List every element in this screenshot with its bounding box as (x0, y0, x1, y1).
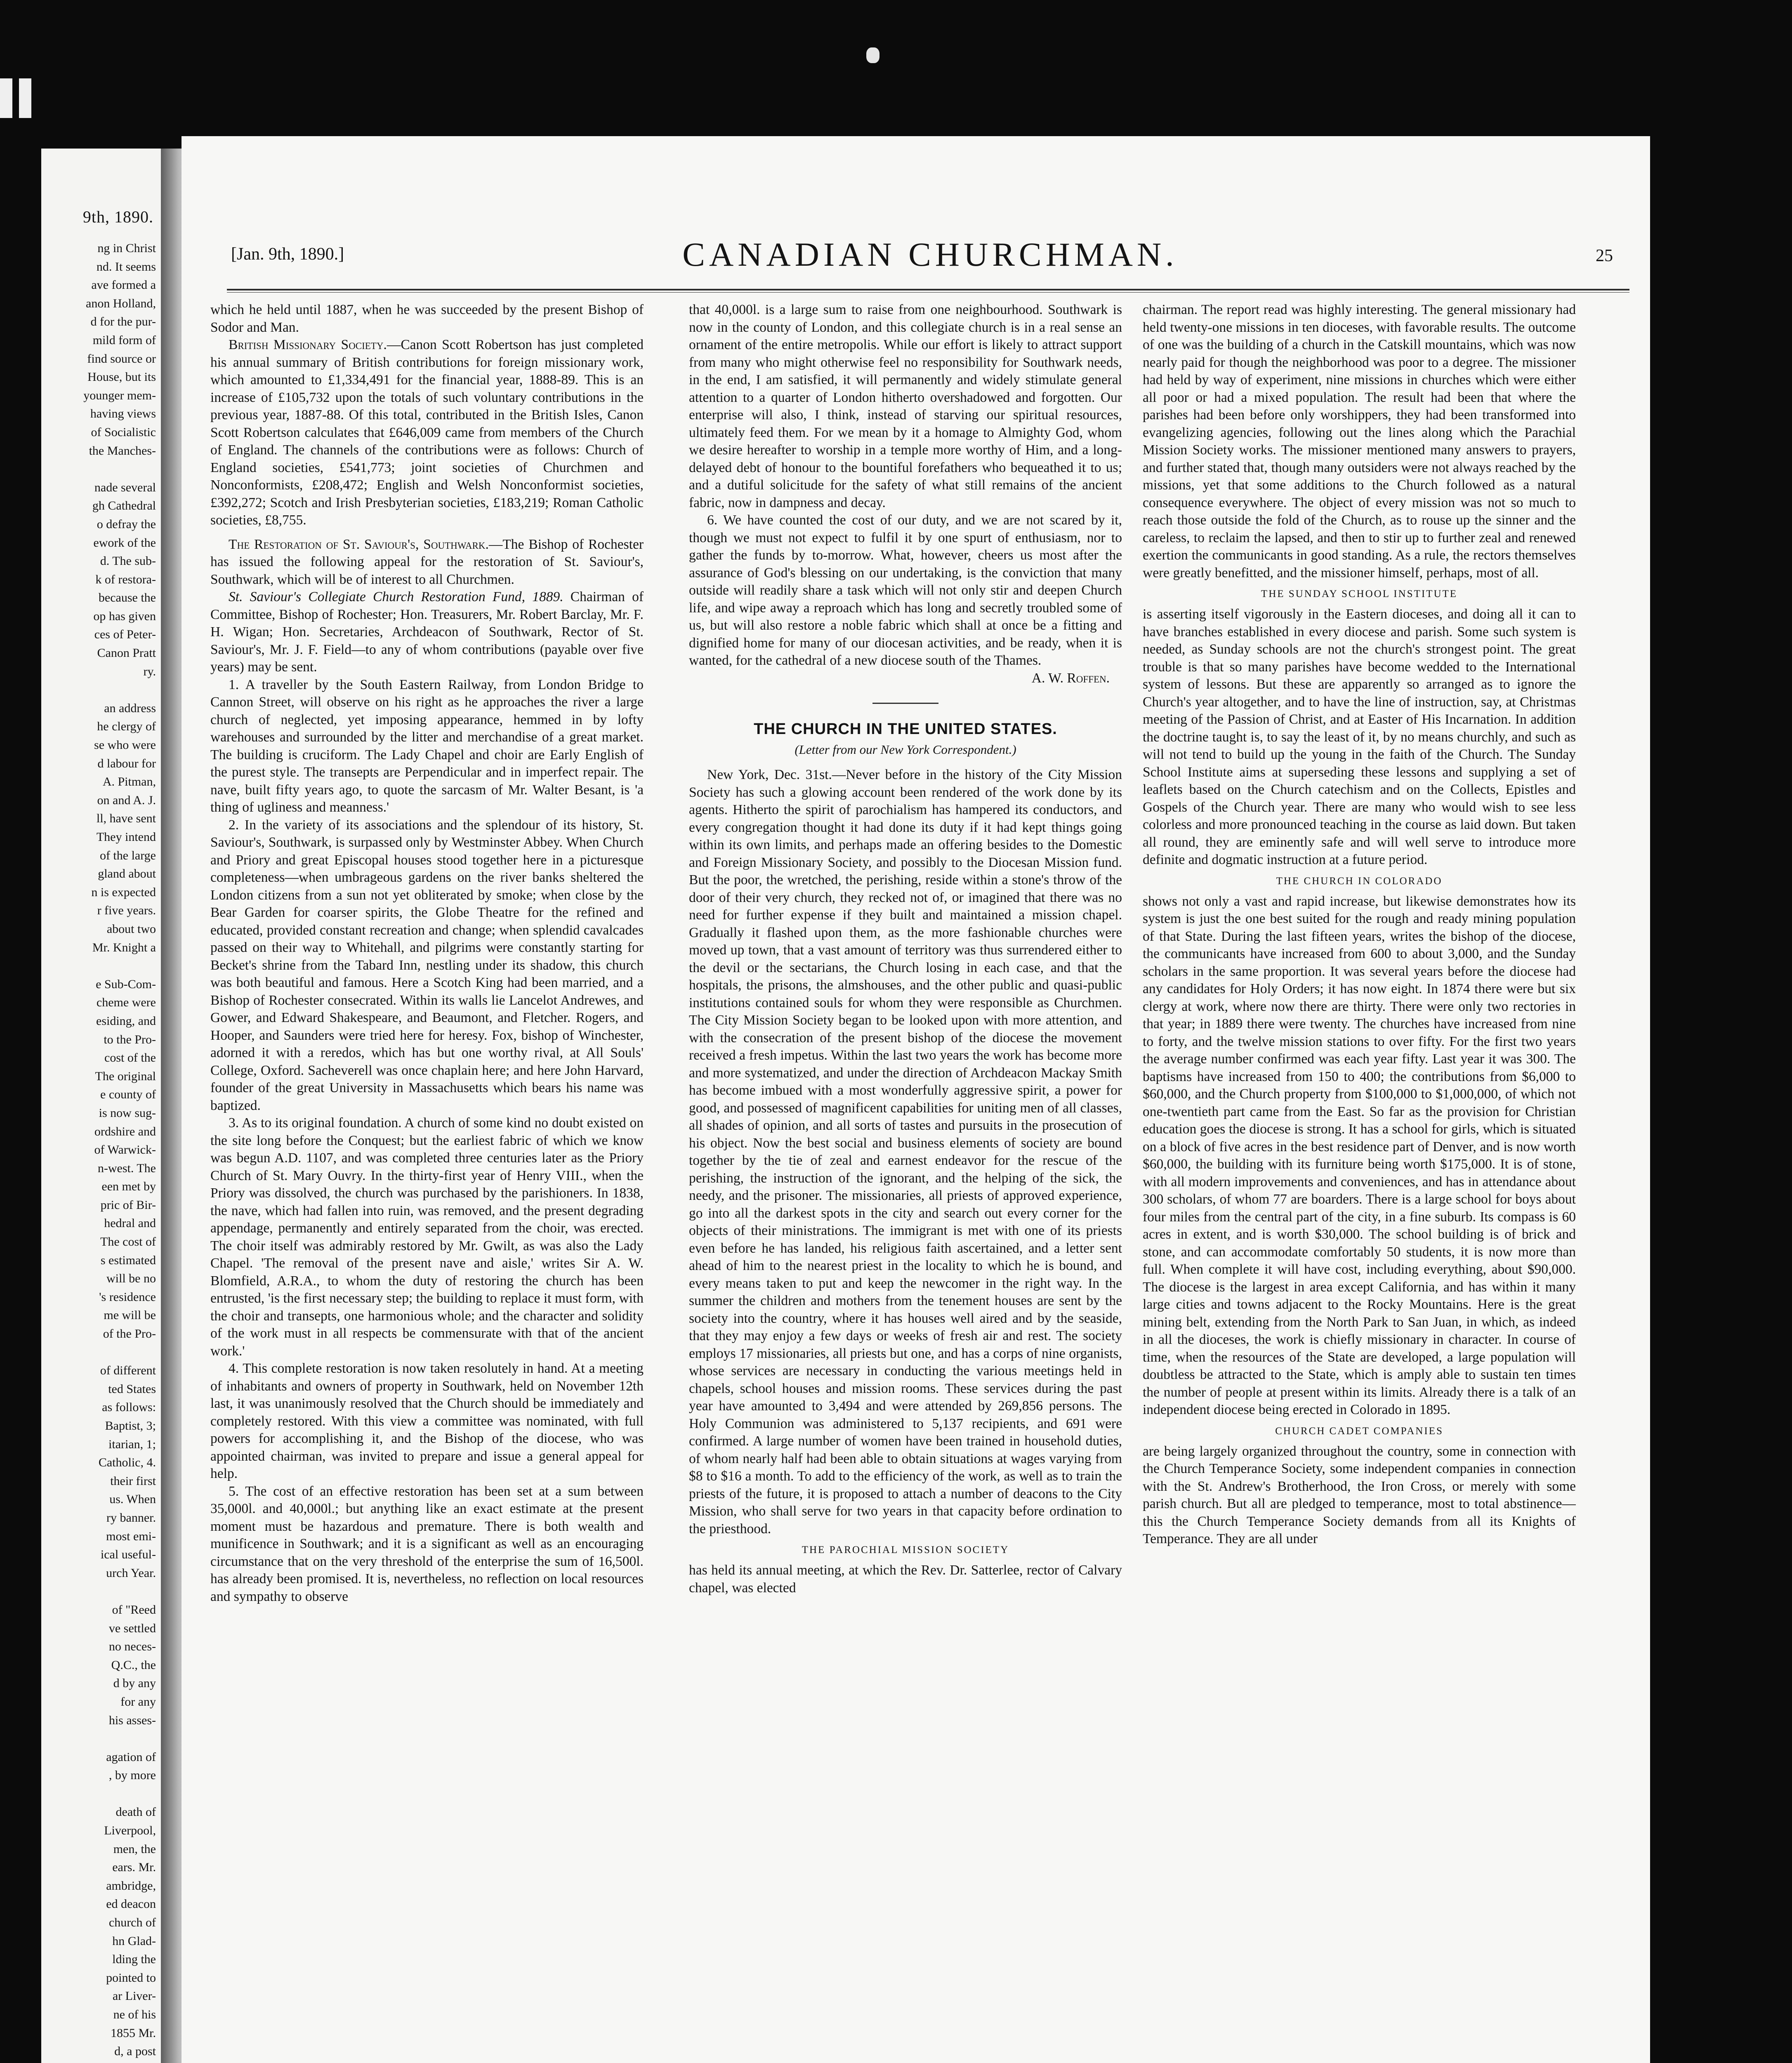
paragraph: 1. A traveller by the South Eastern Railway, from London Bridge to Cannon Street, will observe on his right as he approaches the river a large church of neglected, yet imposing appearance, hemmed in by lofty warehouses and surrounded by the litter and merchandise of a great market. The building is cruciform. The Lady Chapel and choir are Early English of the purest style. The transepts are Perpendicular and in imperfect repair. The nave, built fifty years ago, to quote the sarcasm of Mr. Walter Besant, is 'a thing of ugliness and meanness.' (210, 677, 644, 815)
header-rule-thin (227, 292, 1629, 293)
paragraph-body: —The Bishop of Rochester has issued the following appeal for the restoration of St. Saviour's, Southwark, which will be of interest to all Churchmen. (210, 536, 644, 587)
column-2 (689, 301, 1122, 2063)
paragraph (210, 588, 644, 676)
paragraph: 3. As to its original foundation. A church of some kind no doubt existed on the site long before the Conquest; but the earliest fabric of which we know was begun A.D. 1107, and was completed three centuries later as the Priory Church of St. Mary Ouvry. In the thirty-first year of Henry VIII., when the Priory was dissolved, the church was purchased by the parishioners. In 1838, the nave, which had fallen into ruin, was removed, and the present degrading appendage, permanently and entirely separated from the choir, was erected. The choir itself was admirably restored by Mr. Gwilt, as was also the Lady Chapel. 'The removal of the present nave and aisle,' writes Sir A. W. Blomfield, A.R.A., to whom the duty of restoring the church has been entrusted, 'is the first necessary step; the building to replace it must form, with the choir and transepts, one harmonious whole; and the character and solidity of the work must in all respects be commensurate with that of the ancient work.' (210, 1115, 644, 1359)
article-divider (872, 703, 938, 704)
previous-page-header: 9th, 1890. (83, 208, 153, 226)
section-heading: THE PAROCHIAL MISSION SOCIETY (802, 1544, 1009, 1556)
paragraph: that 40,000l. is a large sum to raise from one neighbourhood. Southwark is now in the county of London, and this collegiate church is in a real sense an ornament of the entire metropolis. While our effort is likely to attract support from many who might otherwise feel no responsibility for Southwark needs, in the end, I am satisfied, it will permanently and widely stimulate general attention to a quarter of London hitherto overshadowed and forgotten. Our enterprise will also, I think, instead of starving our spiritual resources, ultimately feed them. For we mean by it a homage to Almighty God, whom we desire hereafter to worship in a temple more worthy of Him, and a long-delayed debt of honour to the bountiful forefathers who bequeathed it to us; and a dutiful solicitude for the safety of what still remains of the ancient fabric, now in dampness and decay. (689, 302, 1122, 510)
page-number: 25 (1596, 246, 1613, 265)
film-sprocket-mark (19, 78, 31, 118)
section-heading: THE CHURCH IN COLORADO (1276, 875, 1443, 887)
previous-page-text: ng in Christ nd. It seems ave formed a anon Holland, d for the pur- mild form of find source or House, but its younger mem- having views of Socialistic the Manches- nade several gh Cathedral o defray the ework of the d. The sub- k of restora- because the op has given ces of Peter- Canon Pratt ry. an address he clergy of se who were d labour for A. Pitman, on and A. J. ll, have sent They intend of the large gland about n is expected r five years. about two Mr. Knight a e Sub-Com- cheme were esiding, and to the Pro- cost of the The original e county of is now sug- ordshire and of Warwick- n-west. The een met by pric of Bir- hedral and The cost of s estimated will be no 's residence me will be of the Pro- of different ted States as follows: Baptist, 3; itarian, 1; Catholic, 4. their first us. When ry banner. most emi- ical useful- urch Year. of "Reed ve settled no neces- Q.C., the d by any for any his asses- agation of , by more death of Liverpool, men, the ears. Mr. ambridge, ed deacon church of hn Glad- lding the pointed to ar Liver- ne of his 1855 Mr. d, a post (83, 241, 156, 2058)
paragraph: 6. We have counted the cost of our duty, and we are not scared by it, though we must not expect to fulfil it by one spurt of enthusiasm, nor to gather the funds by to-morrow. What, however, cheers us most after the assurance of God's blessing on our undertaking, is the conviction that many outside will readily share a task which will not only stir and deepen Church life, and wipe away a reproach which has long and secretly troubled some of us, but will also restore a noble fabric which shall at once be a fitting and dignified home for many of our diocesan activities, and be ready, when it is wanted, for the cathedral of a new diocese south of the Thames. (689, 512, 1122, 668)
paragraph: 2. In the variety of its associations and the splendour of its history, St. Saviour's, Southwark, is surpassed only by Westminster Abbey. When Church and Priory and great Episcopal houses stood together here in a picturesque completeness—when umbrageous gardens on the river banks sheltered the London citizens from a sun not yet obliterated by smoke; when close by the Bear Garden for coarser spirits, the Globe Theatre for the refined and educated, provided constant recreation and change; when splendid cavalcades passed on their way to Whitehall, and pilgrims were constantly starting for Becket's shrine from the Tabard Inn, nestling under its shadow, this church was both beautiful and famous. Here a Scotch King had been married, and a Bishop of Rochester consecrated. Within its walls lie Lancelot Andrewes, and Gower, and Edward Shakespeare, and Beaumont, and Fletcher. Rogers, and Hooper, and Saunders were tried here for heresy. Fox, bishop of Winchester, adorned it with a reredos, which has but one worthy rival, at All Souls' College, Oxford. Sacheverell was once chaplain here; and here John Harvard, founder of the great University in Massachusetts which bears his name was baptized. (210, 817, 644, 1113)
article-heading: THE CHURCH IN THE UNITED STATES. (754, 720, 1057, 738)
fund-title: St. Saviour's Collegiate Church Restoration Fund, 1889. (229, 589, 564, 604)
newspaper-page (182, 136, 1650, 2063)
column-1 (210, 301, 644, 2063)
dust-speck (866, 47, 879, 63)
paragraph: New York, Dec. 31st.—Never before in the history of the City Mission Society has such a glowing account been rendered of the work done by its agents. Hitherto the spirit of parochialism has hampered its conductors, and every congregation thought it had done its duty if it had kept things going within its own limits, and perhaps made an offering besides to the Domestic and Foreign Missionary Society, and possibly to the Diocesan Mission fund. But the poor, the wretched, the perishing, reside within a stone's throw of the door of their very church, they recked not of, or imagined that there was no need for further expense if they built and maintained a mission chapel. Gradually it flashed upon them, as the more fashionable churches were moved up town, that a vast amount of territory was thus surrendered either to the devil or the sectarians, the Church losing in each case, and that the hospitals, the prisons, the almshouses, and the other public and quasi-public institutions contained souls for whom they were responsible as Churchmen. The City Mission Society began to be looked upon with more attention, and with the consecration of the present bishop of the diocese the movement received a fresh impetus. Within the last two years the work has become more and more systematized, and under the direction of Archdeacon Mackay Smith has become imbued with a most wonderfully aggressive spirit, a power for good, and possessed of magnificent capabilities for uniting men of all classes, all shades of opinion, and all sorts of tastes and pursuits in the prosecution of his object. Now the best social and business elements of society are bound together by the tie of zeal and earnest endeavor for the rescue of the perishing, the instruction of the ignorant, and the helping of the sick, the needy, and the prisoner. The missionaries, all priests of approved experience, go into all the darkest spots in the city and search out every corner for the objects of their ministrations. The immigrant is met with one of its priests even before he has landed, his religious faith ascertained, and a letter sent ahead of him to the nearest priest in the locality to which he is bound, and every means taken to put and keep the newcomer in the right way. In the summer the children and mothers from the tenement houses are sent by the society into the country, where it has houses well aired and by the seaside, that they may enjoy a few days or weeks of fresh air and rest. The society employs 17 missionaries, all priests but one, and has a corps of nine organists, whose services are necessary in conducting the various meetings held in chapels, school houses and mission rooms. These services during the past year have amounted to 3,494 and were attended by 269,856 persons. The Holy Communion was administered to 5,137 recipients, and 691 were confirmed. A large number of women have been trained in household duties, of whom nearly half had been able to obtain situations at wages varying from $8 to $16 a month. To add to the efficiency of the work, as well as to train the priests of the future, it is proposed to attach a number of deacons to the City Mission, who shall serve for two years in that capacity before ordination to the priesthood. (689, 767, 1122, 1537)
paragraph: chairman. The report read was highly interesting. The general missionary had held twenty-one missions in ten dioceses, with favorable results. The outcome of one was the building of a church in the Catskill mountains, which was now nearly paid for though the neighborhood was poor to a degree. The missioner had held by way of experiment, nine missions in churches which were either all poor or had a mixed population. The result had been that where the parishes had been before only worshippers, they had been transformed into evangelizing agencies, following out the lines along which the Parachial Mission Society works. The missioner mentioned many answers to prayers, and further stated that, though many outsiders were not always reached by the missions, yet that some additions to the Church followed as a natural consequence everywhere. The object of every mission was not so much to reach those outside the fold of the Church, as to rouse up the sinner and the careless, to reclaim the lapsed, and then to stir up to further zeal and renewed exertion the communicants in good standing. As a rule, the rectors themselves were greatly benefitted, and the missioner himself, perhaps, most of all. (1143, 302, 1576, 581)
column-3 (1143, 301, 1576, 2063)
section-heading: CHURCH CADET COMPANIES (1275, 1425, 1443, 1437)
section-heading: THE SUNDAY SCHOOL INSTITUTE (1261, 588, 1458, 600)
paragraph: shows not only a vast and rapid increase, but likewise demonstrates how its system is just the one best suited for the rough and ready mining population of that State. During the last fifteen years, writes the bishop of the diocese, the communicants have increased from 600 to about 3,000, and the Sunday scholars in the same proportion. It was several years before the diocese had any candidates for Holy Orders; it has now eight. In 1874 there were but six clergy at work, where now there are thirty. There were only two rectories in that year; in 1889 there were twenty. The churches have increased from nine to forty, and the twelve mission stations to over fifty. For the first two years the average number confirmed was each year fifty. Last year it was 300. The baptisms have increased from 150 to 400; the contributions from $6,000 to $60,000, and the Church property from $100,000 to $1,000,000, of which not one-twentieth part came from the East. So far as the provision for Christian education goes the diocese is strong. It has a school for girls, which is situated on a block of five acres in the best residence part of Denver, and is now worth $60,000, the building with its furniture being worth $175,000. It is of stone, with all modern improvements and conveniences, and has in attendance about 300 scholars, of whom 77 are boarders. There is a large school for boys about four miles from the central part of the city, in a fine suburb. Its compass is 60 acres in extent, and is worth $30,000. The school building is of brick and stone, and can accommodate comfortably 50 students, it is now more than full. When complete it will have cost, including everything, about $90,000. The diocese is the largest in area except California, and has within it many large cities and towns adjacent to the Rocky Mountains. Here is the great mining belt, extending from the North Park to San Juan, in which, as indeed in all the dioceses, the work is chiefly missionary in character. In course of time, when the resources of the State are developed, a large population will doubtless be attracted to the State, which is amply able to sustain ten times the number of people at present within its limits. Already there is a talk of an independent diocese being erected in Colorado in 1895. (1143, 893, 1576, 1417)
previous-page-fragment (41, 149, 169, 2063)
article-subheading: (Letter from our New York Correspondent.) (795, 742, 1016, 757)
section-title: British Missionary Society. (229, 337, 387, 352)
signature: A. W. Roffen. (1031, 670, 1110, 686)
paragraph: 4. This complete restoration is now taken resolutely in hand. At a meeting of inhabitants and owners of property in Southwark, held on November 12th last, it was unanimously resolved that the Church should be immediately and completely restored. With this view a committee was nominated, with full powers for accomplishing it, and the Bishop of the diocese, who was appointed chairman, was invited to prepare and issue a general appeal for help. (210, 1361, 644, 1481)
masthead-title: CANADIAN CHURCHMAN. (682, 236, 1178, 273)
paragraph: are being largely organized throughout the country, some in connection with the Church Temperance Society, some independent companies in connection with the St. Andrew's Brotherhood, the Iron Cross, or merely with some parish church. But all are pledged to temperance, most to total abstinence—this the Church Temperance Society demands from all its Knights of Temperance. They are all under (1143, 1443, 1576, 1546)
header-date: [Jan. 9th, 1890.] (231, 245, 344, 264)
paragraph-body: —Canon Scott Robertson has just completed his annual summary of British contributions for foreign missionary work, which amounted to £1,334,491 for the financial year, 1888-89. This is an increase of £105,732 upon the totals of such voluntary contributions in the previous year, 1887-88. Of this total, contributed in the British Isles, Canon Scott Robertson calculates that £646,009 came from members of the Church of England. The channels of the contributions were as follows: Church of England societies, £541,773; joint societies of Churchmen and Nonconformists, £208,472; English and Welsh Nonconformist societies, £392,272; Scotch and Irish Presbyterian societies, £183,219; Roman Catholic societies, £8,755. (210, 337, 644, 528)
paragraph (210, 536, 644, 589)
paragraph: 5. The cost of an effective restoration has been set at a sum between 35,000l. and 40,000l.; but anything like an exact estimate at the present moment must be hazardous and premature. There is both wealth and munificence in Southwark; and it is a significant as well as an encouraging circumstance that on the very threshold of the enterprise the sum of 16,500l. has already been promised. It is, nevertheless, no reflection on local resources and sympathy to observe (210, 1483, 644, 1604)
paragraph (210, 336, 644, 529)
section-title: The Restoration of St. Saviour's, Southwark. (229, 536, 489, 552)
paragraph: has held its annual meeting, at which the Rev. Dr. Satterlee, rector of Calvary chapel, was elected (689, 1563, 1122, 1596)
paragraph: is asserting itself vigorously in the Eastern dioceses, and doing all it can to have branches established in every diocese and parish. Some such system is needed, as Sunday schools are not the church's strongest point. The great trouble is that so many parishes have become wedded to the International system of lessons. But these are apparently so arranged as to ignore the Church's year altogether, and to have the line of instruction, say, at Christmas meeting of the Passion of Christ, and at Easter of His Incarnation. In addition the doctrine taught is, to say the least of it, by no means churchly, and such as will not tend to build up the young in the faith of the Church. The Sunday School Institute aims at superseding these lessons and supplying a set of leaflets based on the Church catechism and on the Collects, Epistles and Gospels of the Church year. There are many who would wish to see less colorless and more pronounced teaching in the course as laid down. But taken all round, they are eminently safe and will well serve to introduce more definite and dogmatic instruction at a future period. (1143, 607, 1576, 867)
paragraph: which he held until 1887, when he was succeeded by the present Bishop of Sodor and Man. (210, 302, 644, 335)
page-header (231, 231, 1629, 285)
paragraph-body: Chairman of Committee, Bishop of Rochester; Hon. Treasurers, Mr. Robert Barclay, Mr. F. H. Wigan; Hon. Secretaries, Archdeacon of Southwark, Rector of St. Saviour's, Mr. J. F. Field—to any of whom contributions (payable over five years) may be sent. (210, 589, 644, 675)
header-rule (227, 289, 1629, 290)
film-sprocket-mark (0, 78, 12, 118)
